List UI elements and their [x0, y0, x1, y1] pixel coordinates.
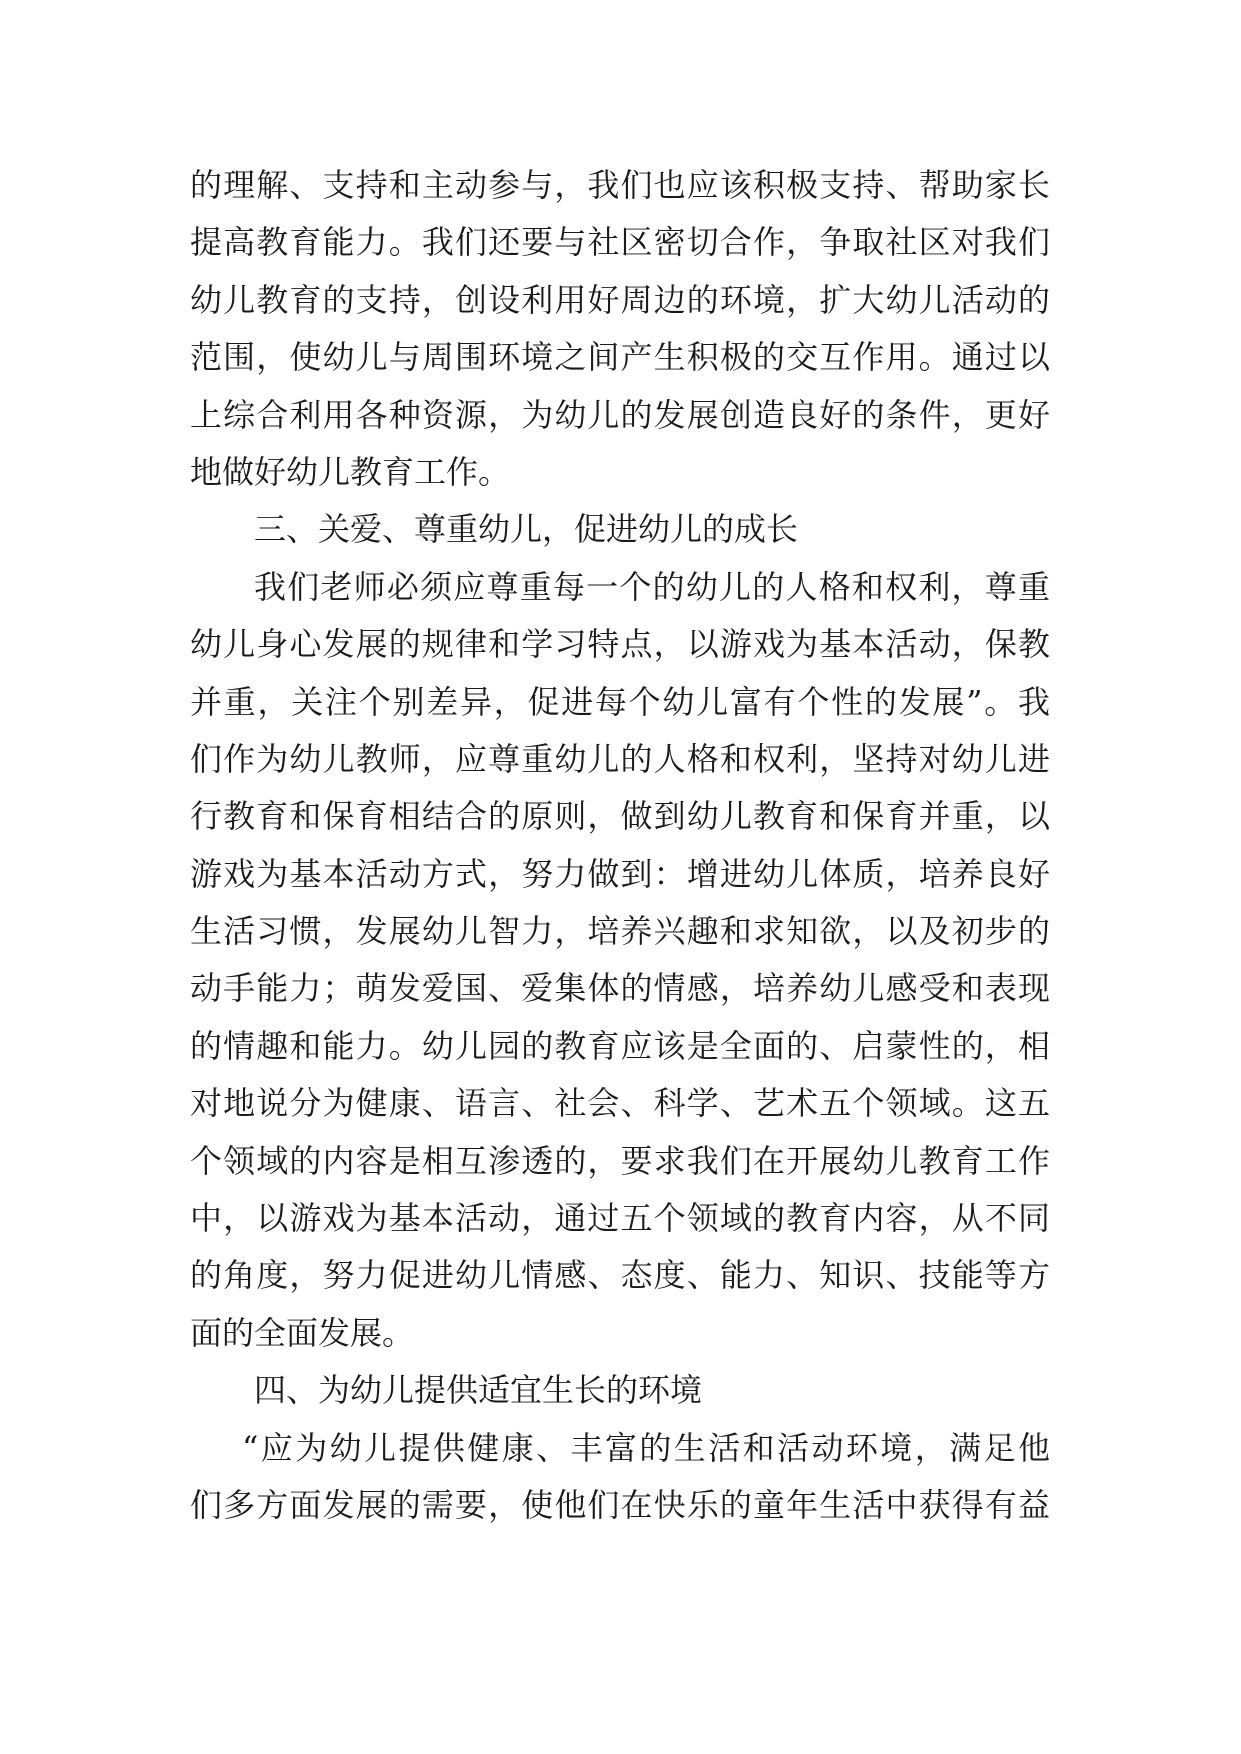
paragraph-line: 的角度，努力促进幼儿情感、态度、能力、知识、技能等方 [190, 1256, 1050, 1295]
paragraph-line: 的理解、支持和主动参与，我们也应该积极支持、帮助家长 [190, 166, 1050, 204]
paragraph-line: 行教育和保育相结合的原则，做到幼儿教育和保育并重，以 [190, 797, 1050, 836]
paragraph-line: 游戏为基本活动方式，努力做到：增进幼儿体质，培养良好 [190, 854, 1050, 893]
paragraph-line: 的情趣和能力。幼儿园的教育应该是全面的、启蒙性的，相 [190, 1026, 1050, 1065]
paragraph-line: 幼儿教育的支持，创设利用好周边的环境，扩大幼儿活动的 [190, 280, 1050, 319]
paragraph-line: 幼儿身心发展的规律和学习特点，以游戏为基本活动，保教 [190, 625, 1050, 664]
paragraph-line: 面的全面发展。 [190, 1313, 415, 1352]
paragraph-line: 动手能力；萌发爱国、爱集体的情感，培养幼儿感受和表现 [190, 969, 1050, 1008]
paragraph-line: 范围，使幼儿与周围环境之间产生积极的交互作用。通过以 [190, 338, 1050, 377]
section-heading: 三、关爱、尊重幼儿，促进幼儿的成长 [254, 510, 799, 549]
paragraph-line: 们作为幼儿教师，应尊重幼儿的人格和权利，坚持对幼儿进 [190, 739, 1050, 778]
paragraph-line: 个领域的内容是相互渗透的，要求我们在开展幼儿教育工作 [190, 1141, 1050, 1180]
paragraph-line: 们多方面发展的需要，使他们在快乐的童年生活中获得有益 [190, 1485, 1050, 1524]
paragraph-line: 地做好幼儿教育工作。 [190, 452, 511, 491]
section-heading: 四、为幼儿提供适宜生长的环境 [254, 1371, 703, 1410]
paragraph-line: 生活习惯，发展幼儿智力，培养兴趣和求知欲，以及初步的 [190, 912, 1050, 951]
paragraph-line: 对地说分为健康、语言、社会、科学、艺术五个领域。这五 [190, 1084, 1050, 1123]
document-body [190, 157, 1050, 1534]
paragraph-line: 并重，关注个别差异，促进每个幼儿富有个性的发展”。我 [190, 682, 1050, 721]
paragraph-line: 上综合利用各种资源，为幼儿的发展创造良好的条件，更好 [190, 395, 1050, 434]
paragraph-line: 中，以游戏为基本活动，通过五个领域的教育内容，从不同 [190, 1199, 1050, 1238]
paragraph-line: 提高教育能力。我们还要与社区密切合作，争取社区对我们 [190, 223, 1050, 262]
paragraph-line: 我们老师必须应尊重每一个的幼儿的人格和权利，尊重 [254, 567, 1050, 606]
paragraph-line: “应为幼儿提供健康、丰富的生活和活动环境，满足他 [242, 1428, 1050, 1467]
